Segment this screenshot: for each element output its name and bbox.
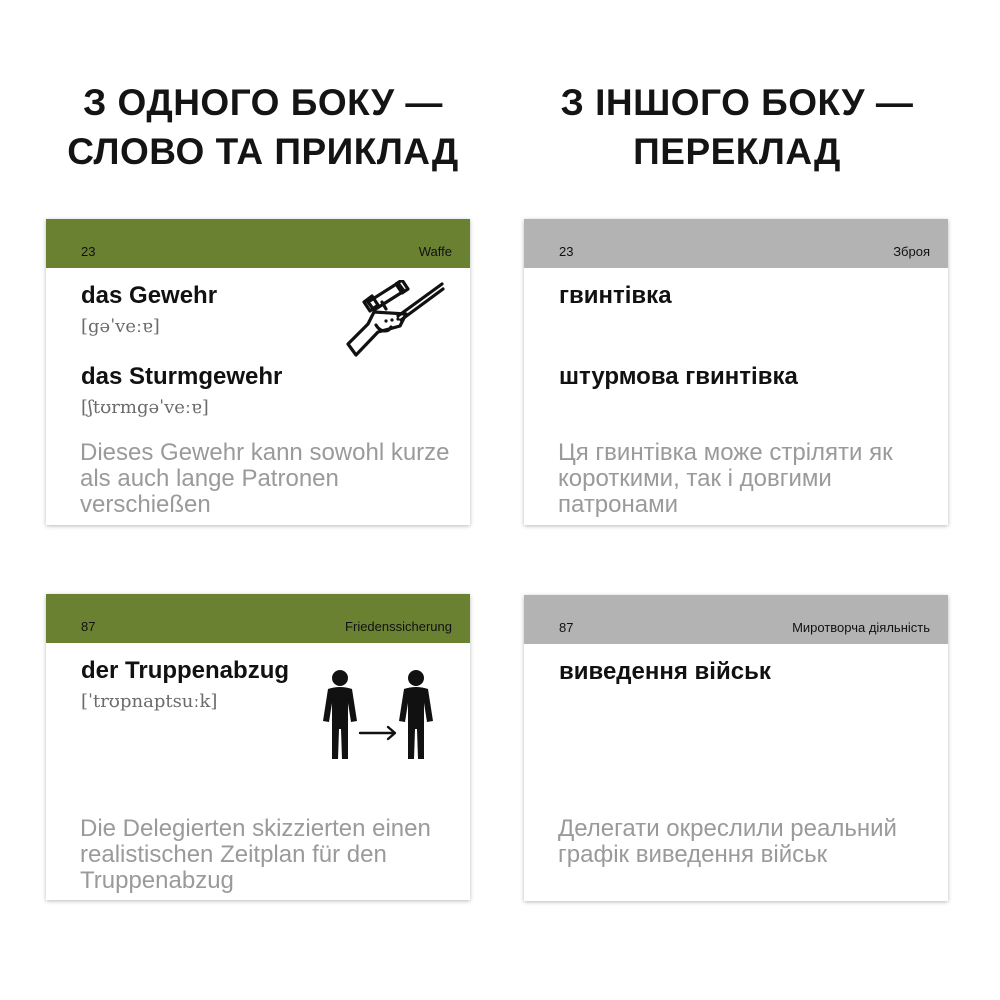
card-body [46,643,470,900]
card-example: Die Delegierten skizzierten einen realistischen Zeitplan für den Truppenabzug [80,815,431,894]
card-word: виведення військ [559,658,771,685]
card-example: Dieses Gewehr kann sowohl kurze als auch lange Patronen verschießen [80,439,450,518]
card-number: 87 [81,619,96,634]
card-header-band [46,594,470,643]
card-number: 23 [81,244,96,259]
card-number: 23 [559,244,574,259]
card-word: гвинтівка [559,282,672,309]
card-header-band [46,219,470,268]
flashcard-front-truppenabzug [46,594,470,900]
card-word: der Truppenabzug [81,657,290,684]
card-example: Делегати окреслили реальний графік виведення військ [558,815,897,868]
card-transcription: [ʃtʊrmgəˈveːɐ] [81,397,209,418]
flashcard-back-gvyntivka [524,219,948,525]
card-number: 87 [559,620,574,635]
card-header-band [524,595,948,644]
card-word: das Sturmgewehr [81,363,283,390]
heading-line: ПЕРЕКЛАД [633,131,841,172]
troop-withdrawal-icon [318,669,440,761]
card-transcription: [ˈtrʊpnaptsuːk] [81,691,218,712]
card-body [46,268,470,525]
card-word: das Gewehr [81,282,218,309]
flashcard-back-vyvedennia [524,595,948,901]
card-category: Миротворча діяльність [792,620,930,635]
card-header-band [524,219,948,268]
front-side-heading [48,78,478,176]
card-category: Зброя [893,244,930,259]
card-category: Friedenssicherung [345,619,452,634]
card-body [524,268,948,525]
heading-line: З ІНШОГО БОКУ — [560,82,914,123]
heading-line: СЛОВО ТА ПРИКЛАД [67,131,459,172]
heading-line: З ОДНОГО БОКУ — [83,82,443,123]
back-side-heading [522,78,952,176]
card-example: Ця гвинтівка може стріляти як короткими, так і довгими патронами [558,439,893,518]
rifle-icon [346,280,446,368]
card-category: Waffe [418,244,452,259]
card-body [524,644,948,901]
card-word: штурмова гвинтівка [559,363,798,390]
card-transcription: [gəˈveːɐ] [81,316,160,337]
flashcard-front-gewehr [46,219,470,525]
